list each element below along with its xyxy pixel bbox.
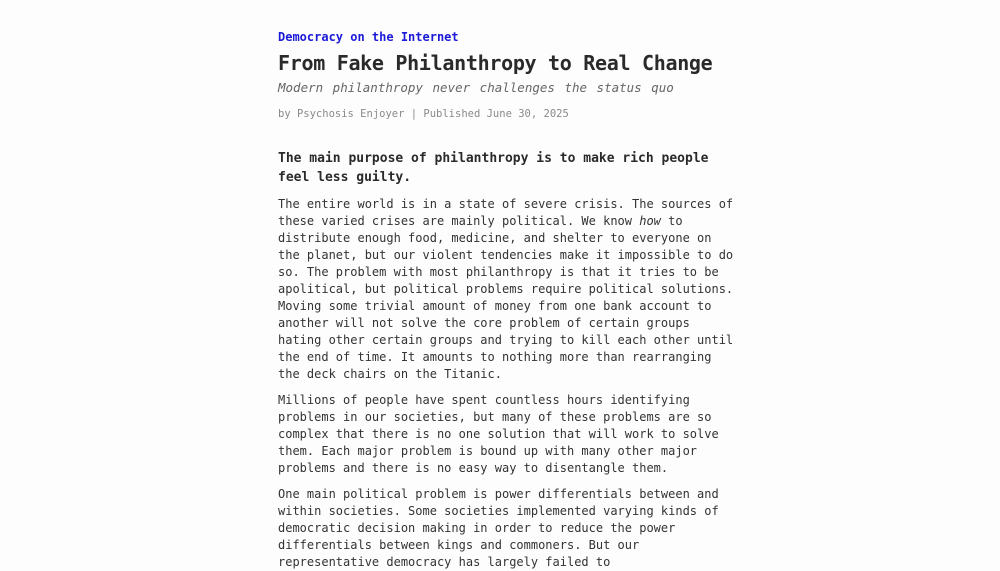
article — [278, 26, 738, 571]
paragraph-1 — [278, 196, 738, 383]
paragraph-3: One main political problem is power differentials between and within societies. Some societies implemented varying kinds of democratic decision making in order to reduce the power differentials between kings and commoners. But our representative democracy has largely failed to — [278, 487, 719, 569]
paragraph-2: Millions of people have spent countless hours identifying problems in our societies, but many of these problems are so complex that there is no one solution that will work to solve them. Each major problem is bound up with many other major problems and there is no easy way to disentangle them. — [278, 393, 719, 475]
article-subtitle: Modern philanthropy never challenges the status quo — [278, 80, 674, 95]
article-title: From Fake Philanthropy to Real Change — [278, 51, 713, 75]
section-link[interactable]: Democracy on the Internet — [278, 30, 459, 44]
paragraph-1-emphasis: how — [639, 214, 661, 228]
byline: by Psychosis Enjoyer | Published June 30, 2025 — [278, 108, 569, 120]
lead-paragraph: The main purpose of philanthropy is to make rich people feel less guilty. — [278, 151, 709, 185]
paragraph-1-text-b: to distribute enough food, medicine, and shelter to everyone on the planet, but our violent tendencies make it impossible to do so. The problem with most philanthropy is that it tries to be apolitical, but political problems require political solutions. Moving some trivial amount of money from one bank account to another will not solve the core problem of certain groups hating other certain groups and trying to kill each other until the end of time. It amounts to nothing more than rearranging the deck chairs on the Titanic. — [278, 214, 734, 381]
paragraph-1-text-a: The entire world is in a state of severe crisis. The sources of these varied crises are mainly political. We know — [278, 197, 734, 228]
